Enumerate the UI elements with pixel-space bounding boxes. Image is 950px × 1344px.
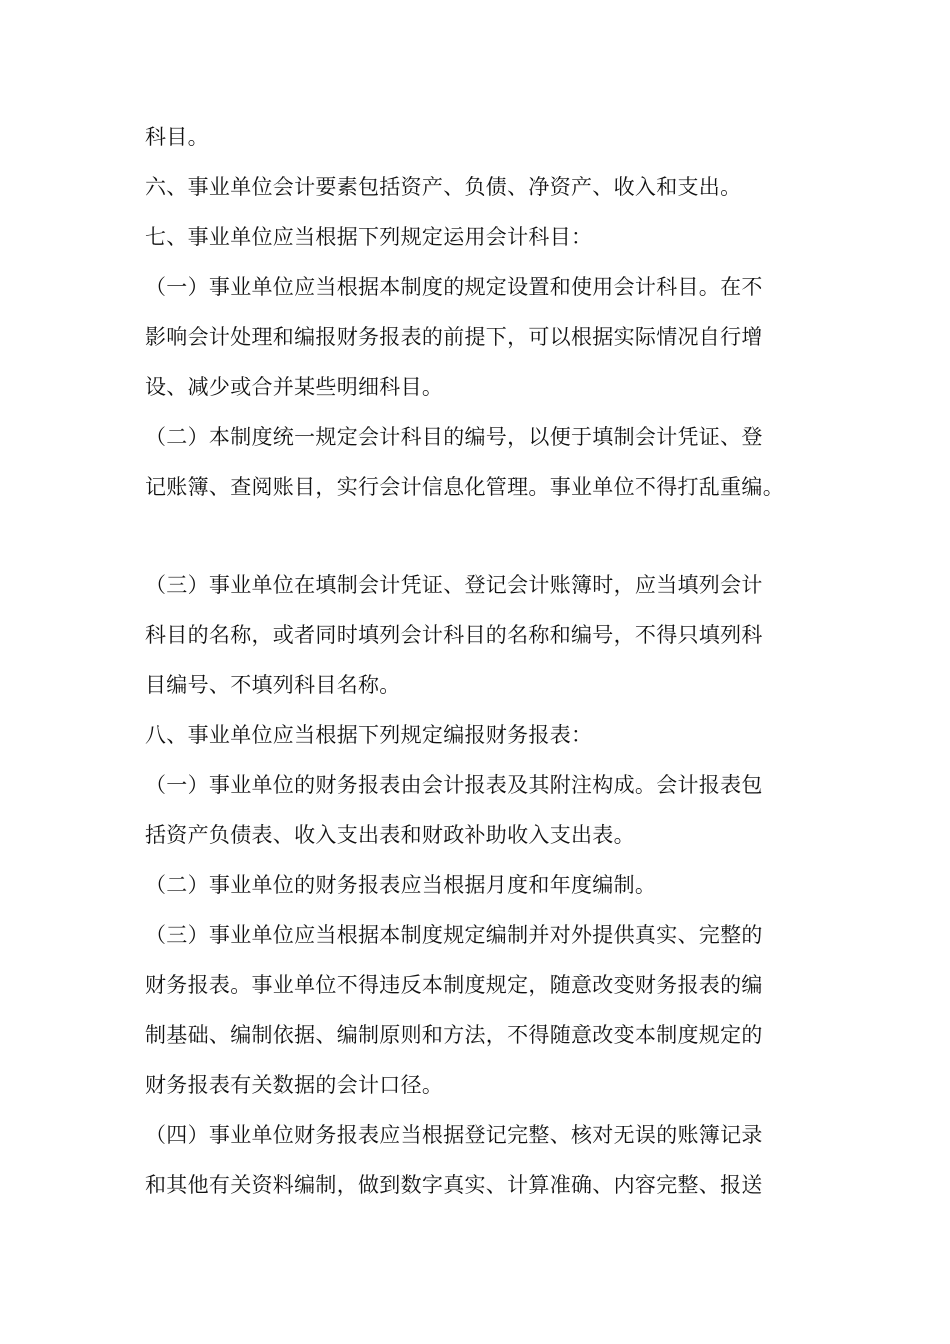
text-line: 七、事业单位应当根据下列规定运用会计科目： bbox=[145, 225, 593, 249]
text-line: 记账簿、查阅账目，实行会计信息化管理。事业单位不得打乱重编。 bbox=[145, 475, 784, 499]
text-line: （二）事业单位的财务报表应当根据月度和年度编制。 bbox=[145, 873, 657, 897]
text-line: （三）事业单位在填制会计凭证、登记会计账簿时，应当填列会计 bbox=[145, 573, 763, 597]
text-line: 目编号、不填列科目名称。 bbox=[145, 673, 401, 697]
text-line: （二）本制度统一规定会计科目的编号，以便于填制会计凭证、登 bbox=[145, 425, 763, 449]
text-line: 影响会计处理和编报财务报表的前提下，可以根据实际情况自行增 bbox=[145, 325, 763, 349]
text-line: （一）事业单位的财务报表由会计报表及其附注构成。会计报表包 bbox=[145, 773, 763, 797]
text-line: 八、事业单位应当根据下列规定编报财务报表： bbox=[145, 723, 593, 747]
text-line: 科目的名称，或者同时填列会计科目的名称和编号，不得只填列科 bbox=[145, 623, 763, 647]
text-line: 六、事业单位会计要素包括资产、负债、净资产、收入和支出。 bbox=[145, 175, 742, 199]
text-line: 和其他有关资料编制，做到数字真实、计算准确、内容完整、报送 bbox=[145, 1173, 763, 1197]
text-line: 制基础、编制依据、编制原则和方法，不得随意改变本制度规定的 bbox=[145, 1023, 763, 1047]
text-line: （一）事业单位应当根据本制度的规定设置和使用会计科目。在不 bbox=[145, 275, 763, 299]
text-line: 财务报表。事业单位不得违反本制度规定，随意改变财务报表的编 bbox=[145, 973, 763, 997]
text-line: 财务报表有关数据的会计口径。 bbox=[145, 1073, 444, 1097]
text-line: （三）事业单位应当根据本制度规定编制并对外提供真实、完整的 bbox=[145, 923, 763, 947]
text-line: 括资产负债表、收入支出表和财政补助收入支出表。 bbox=[145, 823, 635, 847]
text-line: 科目。 bbox=[145, 125, 209, 149]
text-line: （四）事业单位财务报表应当根据登记完整、核对无误的账簿记录 bbox=[145, 1123, 763, 1147]
text-line: 设、减少或合并某些明细科目。 bbox=[145, 375, 444, 399]
